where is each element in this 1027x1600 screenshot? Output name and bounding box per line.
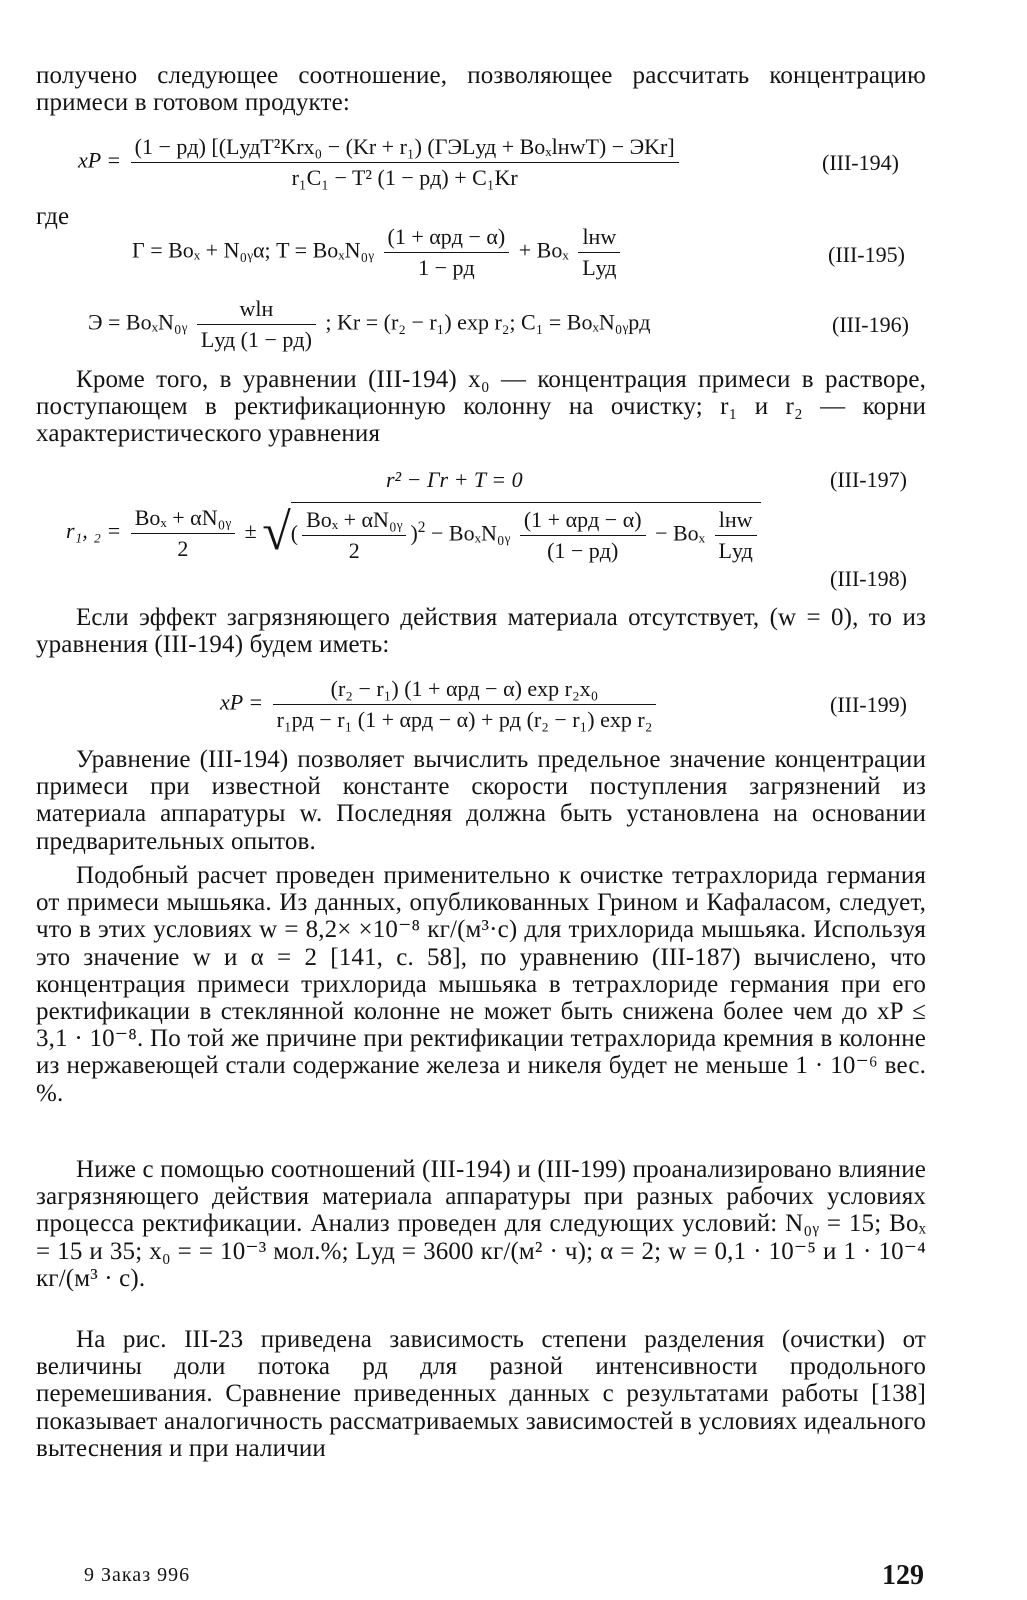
paragraph-roots: Кроме того, в уравнении (III-194) x₀ — концентрация примеси в растворе, поступающем в ректификационную колонну на очистку; r₁ и r₂ — корни характеристического уравнения [36, 366, 926, 448]
eq196-frac-num: wlн [197, 296, 316, 325]
eq198-inner2-den: (1 − pд) [547, 538, 619, 563]
eq198-inner3-den: Lуд [718, 538, 753, 563]
equation-194 [78, 134, 683, 191]
eq194-fraction [131, 134, 679, 191]
eq195-part2: + Boₓ [518, 237, 569, 263]
eq195-frac2-num: lнw [578, 224, 620, 253]
eq199-lhs: xP = [220, 689, 264, 715]
eq195-frac1-num: (1 + αpд − α) [384, 224, 510, 253]
equation-195 [132, 224, 624, 281]
eq198-lhs: r₁, ₂ = [66, 518, 122, 544]
eq198-mid: − BoₓN₀ᵧ [430, 520, 511, 546]
equation-198 [66, 502, 761, 564]
eq195-frac2-den: Lуд [582, 255, 617, 280]
eq195-number: (III-195) [828, 242, 905, 267]
eq196-number: (III-196) [832, 312, 909, 337]
print-order-note: 9 Заказ 996 [84, 1564, 191, 1586]
eq198-inner-fraction-3 [715, 507, 757, 564]
eq198-inner-fraction-2 [520, 507, 646, 564]
eq198-inner1-den: 2 [348, 538, 360, 563]
eq196-part1: Э = BoₓN₀ᵧ [88, 309, 188, 335]
eq196-part2: ; Kr = (r₂ − r₁) exp r₂; C₁ = BoₓN₀ᵧpд [325, 309, 651, 335]
eq195-part1: Г = Boₓ + N₀ᵧα; T = BoₓN₀ᵧ [132, 237, 375, 263]
eq195-frac1-den: 1 − pд [418, 255, 475, 280]
paragraph-germanium: Подобный расчет проведен применительно к очистке тетрахлорида германия от примеси мышьяка. Из данных, опубликованных Грином и Кафаласом, следует, что в этих условиях w = 8,2× ×10⁻⁸ кг/(м³·с) для трихлорида мышьяка. Используя это значение w и α = 2 [141, с. 58], по уравнению (III-187) вычислено, что концентрация примеси трихлорида мышьяка в тетрахлориде германия при его ректификации в стеклянной колонне не может быть снижена более чем до xP ≤ 3,1 · 10⁻⁸. По той же причине при ректификации тетрахлорида кремния в колонне из нержавеющей стали содержание железа и никеля будет не меньше 1 · 10⁻⁶ вес. %. [36, 862, 926, 1107]
eq196-fraction [197, 296, 316, 353]
paragraph-no-contamination: Если эффект загрязняющего действия материала отсутствует, (w = 0), то из уравнения (III-194) будем иметь: [36, 604, 926, 659]
eq196-frac-den: Lуд (1 − pд) [200, 327, 312, 352]
eq199-fraction [273, 676, 657, 733]
eq198-inner3-num: lнw [715, 507, 757, 536]
paragraph-limit-value: Уравнение (III-194) позволяет вычислить предельное значение концентрации примеси при известной константе скорости поступления загрязнений из материала аппаратуры w. Последняя должна быть установлена на основании предварительных опытов. [36, 746, 926, 855]
equation-196 [88, 296, 650, 353]
eq198-number: (III-198) [830, 566, 907, 591]
eq198-radicand: ( $\frac{\text{Boₓ + αN₀ᵧ}}{2}$ )$^2$ − BoₓN₀ᵧ $\frac{\text{(1 + αpд − α)}}{(1 - pд)}$ − Boₓ $\frac{\text{lнw}}{\text{Lуд}}$ [291, 502, 761, 564]
page-number: 129 [882, 1560, 924, 1591]
equation-199 [220, 676, 660, 733]
eq198-radical [262, 502, 761, 564]
eq194-number: (III-194) [822, 150, 899, 175]
eq194-numerator: (1 − pд) [(LудT²Krx₀ − (Kr + r₁) (ГЭLуд + BoₓlнwT) − ЭKr] [131, 134, 679, 163]
eq198-frac1-num: Boₓ + αN₀ᵧ [131, 505, 235, 534]
paragraph-figure: На рис. III-23 приведена зависимость степени разделения (очистки) от величины доли потока pд для разной интенсивности продольного перемешивания. Сравнение приведенных данных с результатами работы [138] показывает аналогичность рассматриваемых зависимостей в условиях идеального вытеснения и при наличии [36, 1326, 926, 1462]
eq194-lhs: xP = [78, 147, 122, 173]
eq197-number: (III-197) [830, 467, 907, 492]
eq198-frac1-den: 2 [177, 535, 189, 561]
eq198-plusminus: ± [244, 518, 257, 544]
eq195-fraction-2 [578, 224, 620, 281]
equation-197: r² − Гr + T = 0 [386, 467, 523, 492]
paragraph-intro: получено следующее соотношение, позволяющее рассчитать концентрацию примеси в готовом продукте: [36, 62, 926, 117]
eq195-fraction-1 [384, 224, 510, 281]
eq198-inner-fraction-1 [302, 507, 406, 564]
where-word: где [36, 203, 70, 230]
eq198-fraction-1 [131, 505, 235, 562]
eq198-inner1-num: Boₓ + αN₀ᵧ [302, 507, 406, 536]
eq198-inner2-num: (1 + αpд − α) [520, 507, 646, 536]
eq198-tail: − Boₓ [655, 520, 706, 546]
eq199-denominator: r₁pд − r₁ (1 + αpд − α) + pд (r₂ − r₁) exp r₂ [276, 707, 653, 732]
eq199-number: (III-199) [830, 692, 907, 717]
eq194-denominator: r₁C₁ − T² (1 − pд) + C₁Kr [291, 165, 518, 190]
radical-sign-icon: √ [262, 504, 291, 561]
eq199-numerator: (r₂ − r₁) (1 + αpд − α) exp r₂x₀ [273, 676, 657, 705]
paragraph-analysis: Ниже с помощью соотношений (III-194) и (III-199) проанализировано влияние загрязняющего действия материала аппаратуры при разных рабочих условиях процесса ректификации. Анализ проведен для следующих условий: N₀ᵧ = 15; Boₓ = 15 и 35; x₀ = = 10⁻³ мол.%; Lуд = 3600 кг/(м² · ч); α = 2; w = 0,1 · 10⁻⁵ и 1 · 10⁻⁴ кг/(м³ · с). [36, 1156, 926, 1292]
